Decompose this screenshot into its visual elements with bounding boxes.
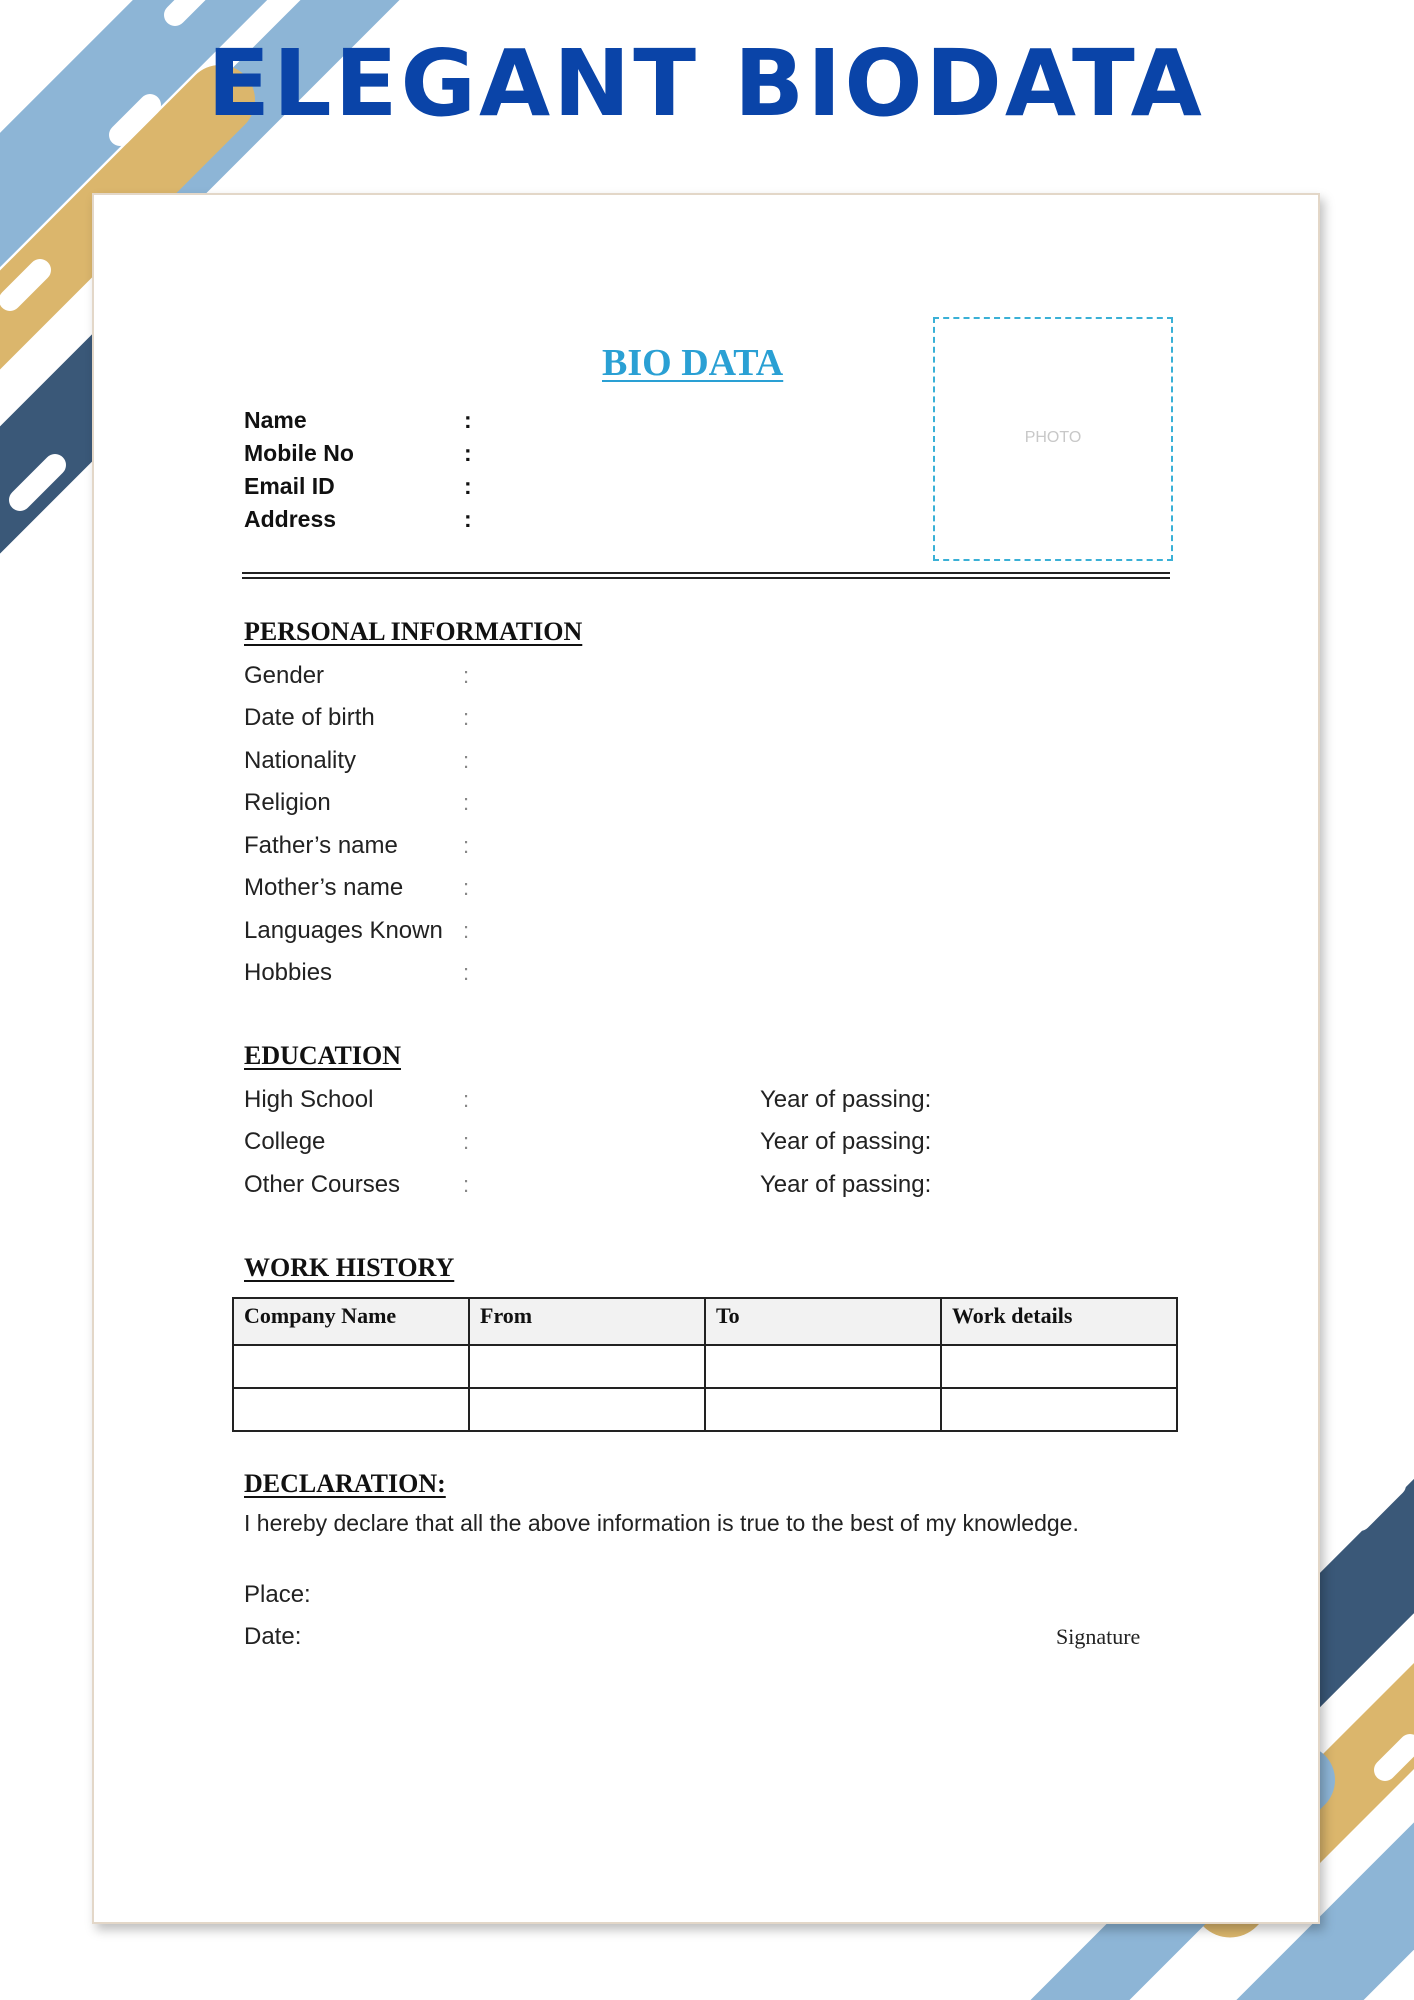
email-label: Email ID: [244, 473, 335, 499]
photo-placeholder: [933, 317, 1173, 561]
address-label: Address: [244, 506, 337, 532]
mobile-colon: :: [464, 440, 472, 466]
name-label: Name: [244, 407, 307, 433]
high-school-year-label: Year of passing:: [760, 1086, 932, 1113]
hobbies-label: Hobbies: [244, 959, 333, 986]
bio-data-heading: BIO DATA: [602, 342, 784, 384]
date-label: Date:: [244, 1623, 302, 1650]
college-label: College: [244, 1128, 326, 1155]
table-cell: [233, 1345, 469, 1388]
gender-label: Gender: [244, 662, 325, 689]
high-school-colon: :: [463, 1087, 470, 1112]
table-row: [233, 1345, 1177, 1388]
religion-colon: :: [463, 790, 470, 815]
company-name-column-header: Company Name: [233, 1298, 469, 1345]
table-cell: [941, 1345, 1177, 1388]
mobile-label: Mobile No: [244, 440, 354, 466]
high-school-label: High School: [244, 1086, 374, 1113]
college-year-label: Year of passing:: [760, 1128, 932, 1155]
other-courses-year-label: Year of passing:: [760, 1171, 932, 1198]
place-label: Place:: [244, 1581, 311, 1608]
table-cell: [469, 1345, 705, 1388]
work-history-heading: WORK HISTORY: [244, 1253, 455, 1282]
hobbies-colon: :: [463, 960, 470, 985]
address-colon: :: [464, 506, 472, 532]
religion-label: Religion: [244, 789, 331, 816]
table-header-row: [233, 1298, 1177, 1345]
father-name-colon: :: [463, 833, 470, 858]
declaration-heading: DECLARATION:: [244, 1469, 446, 1498]
to-column-header: To: [705, 1298, 941, 1345]
mother-name-colon: :: [463, 875, 470, 900]
declaration-text: I hereby declare that all the above information is true to the best of my knowledge.: [244, 1510, 1079, 1536]
work-history-table: [232, 1297, 1178, 1432]
table-cell: [941, 1388, 1177, 1431]
dob-label: Date of birth: [244, 704, 375, 731]
table-cell: [705, 1345, 941, 1388]
gender-colon: :: [463, 663, 470, 688]
mother-name-label: Mother’s name: [244, 874, 404, 901]
other-courses-label: Other Courses: [244, 1171, 401, 1198]
table-cell: [705, 1388, 941, 1431]
personal-info-heading: PERSONAL INFORMATION: [244, 617, 583, 646]
father-name-label: Father’s name: [244, 832, 398, 859]
nationality-label: Nationality: [244, 747, 357, 774]
languages-label: Languages Known: [244, 917, 443, 944]
email-colon: :: [464, 473, 472, 499]
name-colon: :: [464, 407, 472, 433]
header-divider-bottom: [242, 577, 1170, 579]
page-title: ELEGANT BIODATA: [207, 30, 1205, 137]
from-column-header: From: [469, 1298, 705, 1345]
college-colon: :: [463, 1129, 470, 1154]
header-divider-top: [242, 572, 1170, 574]
table-cell: [469, 1388, 705, 1431]
languages-colon: :: [463, 918, 470, 943]
other-courses-colon: :: [463, 1172, 470, 1197]
work-details-column-header: Work details: [941, 1298, 1177, 1345]
dob-colon: :: [463, 705, 470, 730]
biodata-sheet: [92, 193, 1320, 1924]
table-cell: [233, 1388, 469, 1431]
education-heading: EDUCATION: [244, 1041, 401, 1070]
photo-label: PHOTO: [1024, 429, 1082, 446]
signature-label: Signature: [1056, 1624, 1141, 1649]
table-row: [233, 1388, 1177, 1431]
nationality-colon: :: [463, 748, 470, 773]
